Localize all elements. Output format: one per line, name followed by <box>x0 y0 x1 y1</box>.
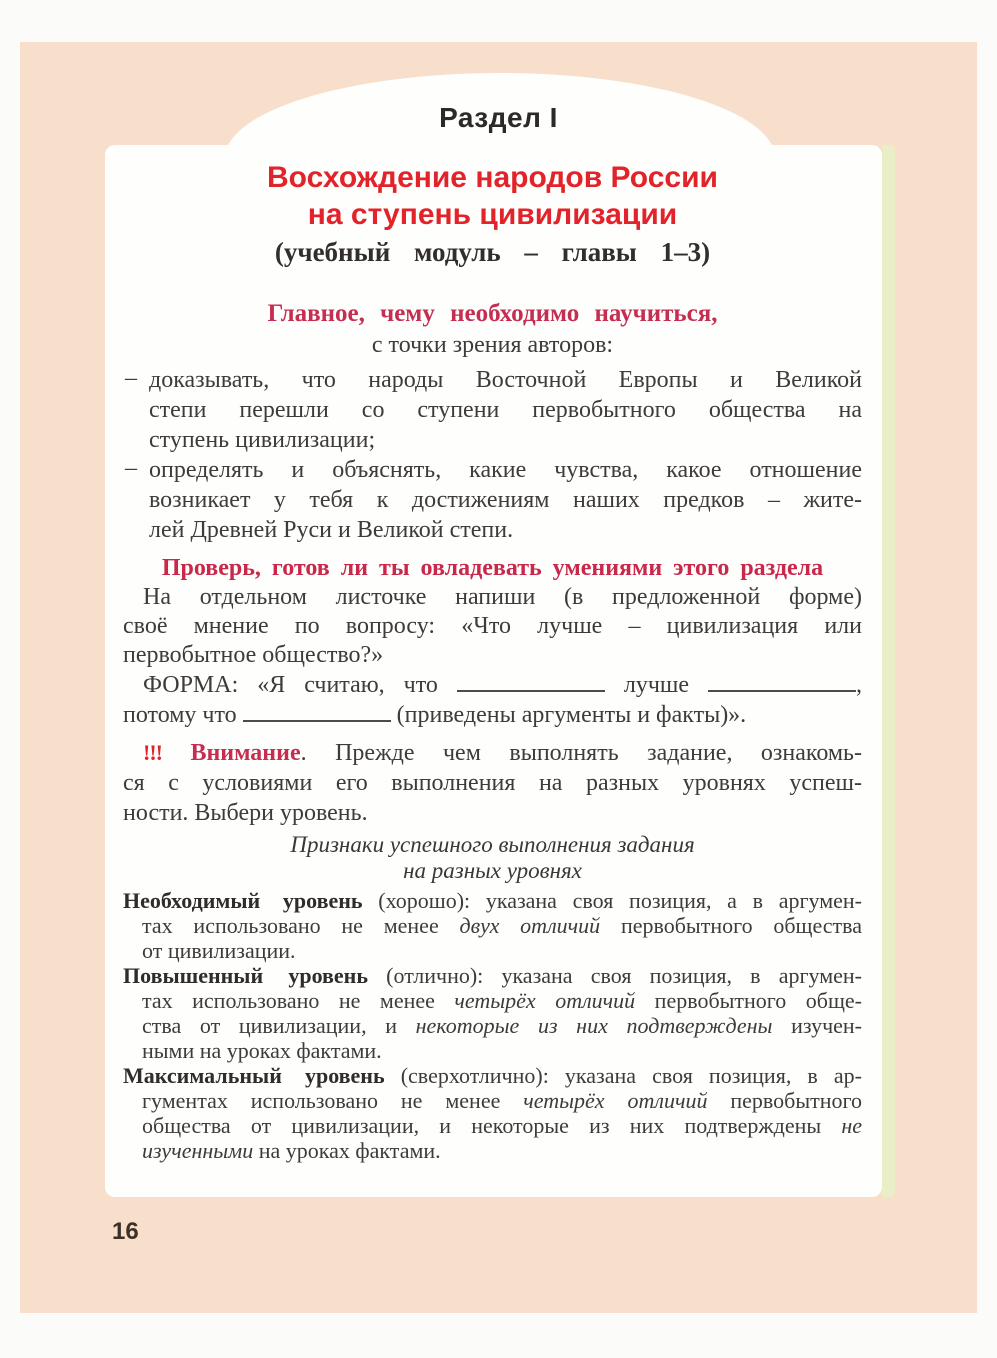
text-line: ступень цивилизации; <box>149 427 376 453</box>
text-line <box>123 738 862 768</box>
criteria-heading <box>123 832 862 884</box>
text-line <box>123 888 862 913</box>
attention-label: Внимание <box>190 740 301 766</box>
level-text-italic: четырёх отличий <box>523 1088 708 1113</box>
level-text: гументах использовано не менее <box>142 1088 501 1113</box>
blank-line <box>243 706 391 722</box>
check-intro-paragraph <box>123 583 862 670</box>
level-text: тах использовано не менее <box>142 913 439 938</box>
text-line: ными на уроках фактами. <box>142 1038 382 1063</box>
check-heading: Проверь, готов ли ты овладевать умениями этого раздела <box>161 555 824 581</box>
page-edge-strip <box>882 145 895 1197</box>
chapter-title <box>123 159 862 233</box>
text-line: возникает у тебя к достижениям наших предков – жите- <box>149 487 862 513</box>
level-text: (отлично): указана своя позиция, в аргумен- <box>386 963 863 988</box>
text-line <box>123 670 862 700</box>
level-text: (сверхотлично): указана своя позиция, в ар- <box>400 1063 862 1088</box>
text-line <box>123 1138 862 1163</box>
blank-line <box>708 676 856 692</box>
form-text: потому что <box>123 702 237 728</box>
chapter-title-line1: Восхождение народов России <box>267 161 718 194</box>
text-line: первобытное общество?» <box>123 642 384 668</box>
list-dash: – <box>125 365 137 391</box>
text-line: доказывать, что народы Восточной Европы и Великой <box>149 367 862 393</box>
page-number: 16 <box>112 1218 139 1245</box>
goals-list <box>123 365 862 545</box>
text-line: На отдельном листочке напиши (в предложенной форме) <box>143 584 862 610</box>
goals-heading: Главное, чему необходимо научиться, <box>267 300 718 327</box>
level-text: на уроках фактами. <box>258 1138 441 1163</box>
text-line <box>123 1013 862 1038</box>
level-text-italic: двух отличий <box>459 913 601 938</box>
text-line <box>123 963 862 988</box>
level-text: тах использовано не менее <box>142 988 435 1013</box>
level-text-italic: изученными <box>142 1138 254 1163</box>
blank-line <box>457 676 605 692</box>
level-text: изучен- <box>791 1013 862 1038</box>
level-text: общества от цивилизации, и некоторые из них подтверждены <box>142 1113 822 1138</box>
list-item <box>123 455 862 545</box>
text-line <box>123 913 862 938</box>
list-dash: – <box>125 455 137 481</box>
text-line <box>123 1088 862 1113</box>
criteria-heading-line1: Признаки успешного выполнения задания <box>290 832 695 857</box>
level-block-advanced <box>123 963 862 1063</box>
level-text-italic: некоторые из них подтверждены <box>415 1013 773 1038</box>
attention-text: . Прежде чем выполнять задание, ознакомь- <box>300 740 862 766</box>
chapter-subtitle: (учебный модуль – главы 1–3) <box>274 237 711 267</box>
attention-paragraph <box>123 738 862 828</box>
level-text: первобытного обще- <box>654 988 863 1013</box>
level-text-italic: не <box>841 1113 863 1138</box>
content-panel <box>105 145 882 1197</box>
text-line <box>123 1113 862 1138</box>
level-text: ства от цивилизации, и <box>142 1013 397 1038</box>
list-item <box>123 365 862 455</box>
level-block-required <box>123 888 862 963</box>
form-text: , <box>856 672 863 698</box>
exclamation-marks: !!! <box>143 740 162 765</box>
level-name: Повышенный уровень <box>123 963 368 988</box>
text-line: от цивилизации. <box>142 938 296 963</box>
level-text-italic: четырёх отличий <box>454 988 636 1013</box>
text-line: степи перешли со ступени первобытного общества на <box>149 397 862 423</box>
levels-list <box>123 888 862 1163</box>
form-text: (приведены аргументы и факты)». <box>396 702 747 728</box>
level-text: (хорошо): указана своя позиция, а в аргумен- <box>378 888 862 913</box>
text-line <box>123 700 862 730</box>
level-name: Максимальный уровень <box>123 1063 385 1088</box>
text-line: ся с условиями его выполнения на разных уровнях успеш- <box>123 770 862 796</box>
form-paragraph <box>123 670 862 730</box>
criteria-heading-line2: на разных уровнях <box>403 858 582 883</box>
level-text: первобытного общества <box>620 913 863 938</box>
chapter-title-line2: на ступень цивилизации <box>307 198 678 231</box>
text-line: определять и объяснять, какие чувства, какое отношение <box>149 457 862 483</box>
text-line: своё мнение по вопросу: «Что лучше – цивилизация или <box>123 613 862 639</box>
text-line <box>123 988 862 1013</box>
blank-with-comma <box>708 672 862 698</box>
text-line <box>123 1063 862 1088</box>
form-text: ФОРМА: «Я считаю, что <box>143 672 438 698</box>
goals-subheading: с точки зрения авторов: <box>371 332 614 358</box>
level-block-maximum <box>123 1063 862 1163</box>
level-name: Необходимый уровень <box>123 888 363 913</box>
text-line: лей Древней Руси и Великой степи. <box>149 517 514 543</box>
text-line: ности. Выбери уровень. <box>123 800 368 826</box>
section-heading: Раздел I <box>439 102 558 133</box>
level-text: первобытного <box>730 1088 863 1113</box>
form-text: лучше <box>623 672 690 698</box>
